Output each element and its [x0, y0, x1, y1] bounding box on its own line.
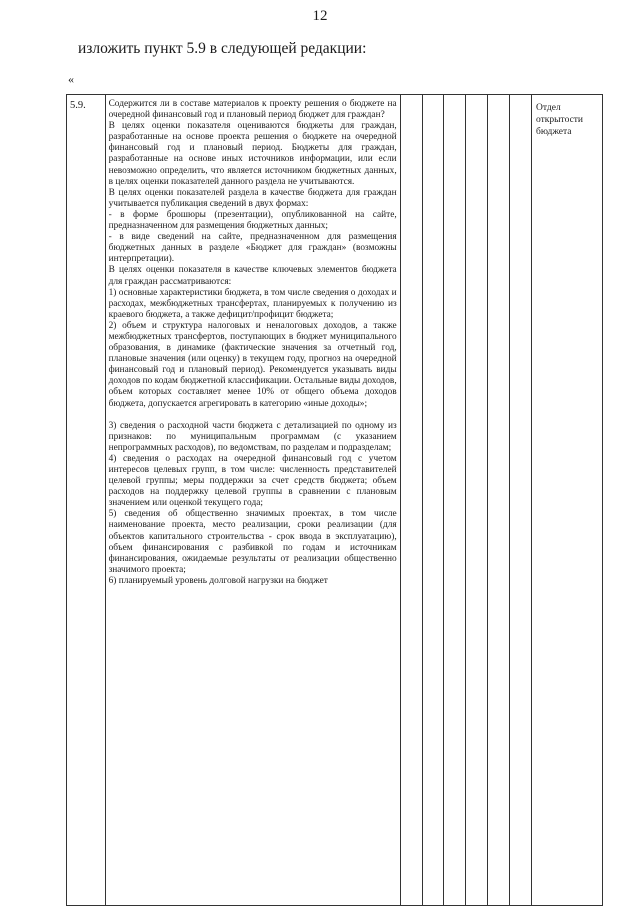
row-description — [106, 95, 400, 587]
description-paragraph: 3) сведения о расходной части бюджета с детализацией по одному из признаков: по муниципальным программам (с указанием непрограммных расходов), по ведомствам, по разделам и подразделам; — [108, 420, 397, 453]
description-paragraph: В целях оценки показателей раздела в качестве бюджета для граждан учитывается публикация сведений в двух формах: — [108, 187, 397, 209]
description-paragraph: - в виде сведений на сайте, предназначенном для размещения бюджетных данных в разделе «Бюджет для граждан» (возможны интерпретации). — [108, 232, 397, 265]
empty-cell — [444, 95, 466, 906]
row-number: 5.9. — [70, 100, 86, 111]
responsible-unit: Отдел открытости бюджета — [536, 103, 584, 137]
empty-cell — [466, 95, 488, 906]
responsible-cell — [532, 95, 603, 906]
empty-cell — [488, 95, 510, 906]
description-paragraph: Содержится ли в составе материалов к проекту решения о бюджете на очередной финансовый год и плановый период бюджет для граждан? — [108, 99, 397, 121]
description-paragraph: - в форме брошюры (презентации), опубликованной на сайте, предназначенном для размещения бюджетных данных; — [108, 209, 397, 232]
table-row — [67, 95, 603, 906]
description-paragraph: 1) основные характеристики бюджета, в том числе сведения о доходах и расходах, межбюджетных трансфертах, планируемых к получению из краевого бюджета, а также дефицит/профицит бюджета; — [108, 287, 397, 320]
row-description-cell — [105, 95, 400, 906]
description-paragraph: 2) объем и структура налоговых и неналоговых доходов, а также межбюджетных трансфертов, поступающих в бюджет муниципального образования, в динамике (фактические значения за отчетный год, плановые значения (или оценку) в текущем году, прогноз на очередной финансовый год и плановый период). Рекомендуется указывать виды доходов по кодам бюджетной классификации. Остальные виды доходов, объем которых составляет менее 10% от общего объема доходов бюджета, допускается агрегировать в категорию «иные доходы»; — [108, 320, 397, 409]
empty-cell — [422, 95, 444, 906]
description-paragraph: 6) планируемый уровень долговой нагрузки на бюджет — [108, 575, 328, 586]
description-paragraph: 4) сведения о расходах на очередной финансовый год с учетом интересов целевых групп, в том числе: численность представителей целевой группы; меры поддержки за счет средств бюджета; объем расходов на поддержку целевой группы в сравнении с плановым значением или оценкой текущего года; — [108, 453, 397, 509]
row-number-cell — [67, 95, 106, 906]
empty-cell — [510, 95, 532, 906]
description-paragraph: 5) сведения об общественно значимых проектах, в том числе наименование проекта, место реализации, сроки реализации (для объектов капитального строительства - срок ввода в эксплуатацию), объем финансирования с разбивкой по годам и источникам финансирования, ожидаемые результаты от реализации общественно значимого проекта; — [108, 509, 397, 575]
empty-cell — [400, 95, 422, 906]
intro-text: изложить пункт 5.9 в следующей редакции: — [78, 40, 367, 57]
page-number: 12 — [312, 8, 328, 24]
description-paragraph: В целях оценки показателя в качестве ключевых элементов бюджета для граждан рассматриваются: — [108, 265, 397, 287]
description-paragraph: В целях оценки показателя оцениваются бюджеты для граждан, разработанные на основе проекта решения о бюджете на очередной финансовый год и плановый период. Бюджеты для граждан, разработанные на основе иных источников информации, или если невозможно определить, что является источником бюджетных данных, в целях оценки показателей данного раздела не учитываются. — [108, 121, 397, 187]
opening-quote-mark: « — [68, 72, 74, 86]
indicator-table — [66, 94, 603, 906]
